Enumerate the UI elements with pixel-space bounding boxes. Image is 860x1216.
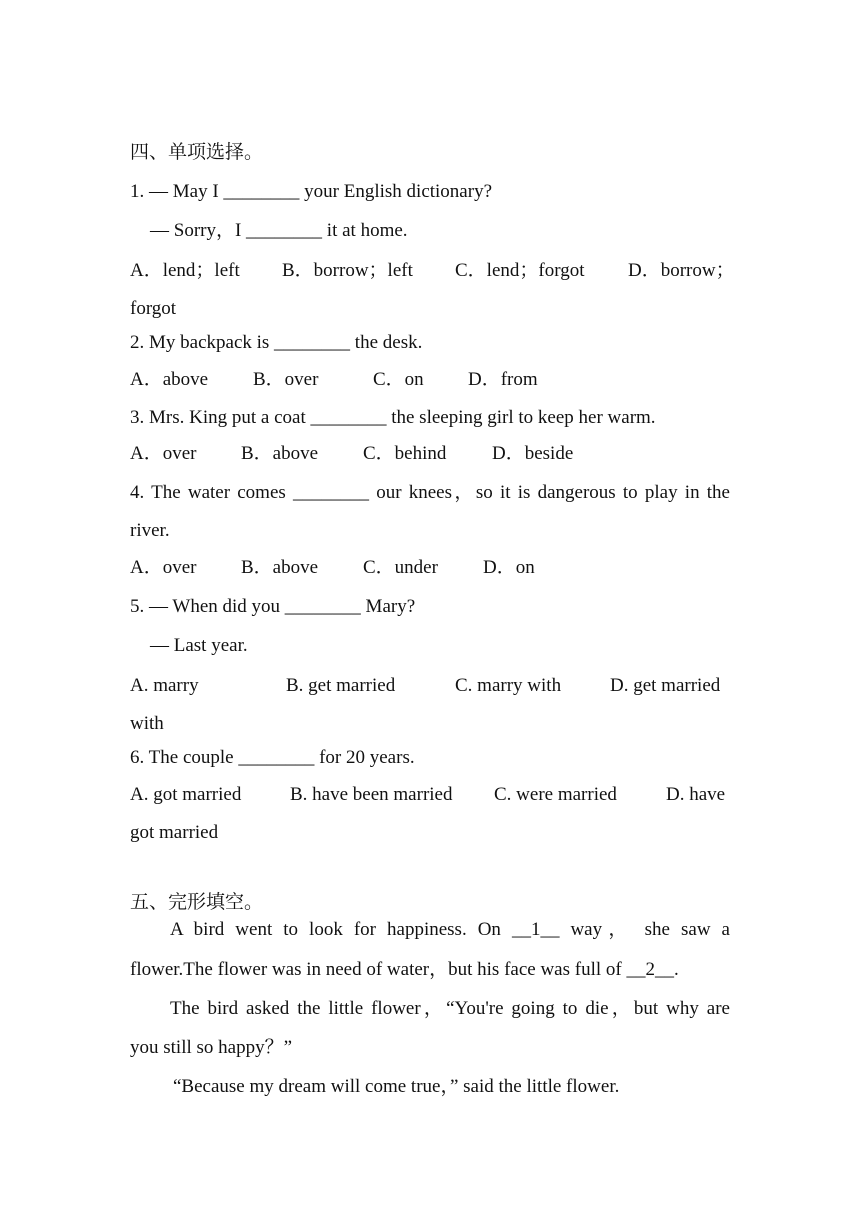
question-1-option-c: C．lend；forgot bbox=[455, 260, 585, 281]
question-5-option-d: D. get married bbox=[610, 675, 721, 696]
question-2-option-c: C．on bbox=[373, 369, 424, 390]
question-6-option-a: A. got married bbox=[130, 784, 242, 805]
question-6-option-d-continued: got married bbox=[130, 822, 219, 843]
cloze-paragraph-1-line-1: A bird went to look for happiness. On __1__ way， she saw a bbox=[170, 919, 730, 940]
section-heading-cloze: 五、完形填空。 bbox=[130, 892, 264, 913]
question-4-stem-line-1: 4. The water comes ________ our knees，so it is dangerous to play in the bbox=[130, 482, 730, 503]
question-5-option-c: C. marry with bbox=[455, 675, 562, 696]
question-2-option-a: A．above bbox=[130, 369, 209, 390]
question-1-option-d: D．borrow； bbox=[628, 260, 735, 281]
question-3-stem: 3. Mrs. King put a coat ________ the sleeping girl to keep her warm. bbox=[130, 407, 656, 428]
question-2-option-d: D．from bbox=[468, 369, 538, 390]
question-1-option-a: A．lend；left bbox=[130, 260, 240, 281]
question-6-option-c: C. were married bbox=[494, 784, 617, 805]
question-1-option-d-continued: forgot bbox=[130, 298, 177, 319]
question-5-line-1: 5. — When did you ________ Mary? bbox=[130, 596, 416, 617]
question-4-option-a: A．over bbox=[130, 557, 197, 578]
cloze-paragraph-2-line-2: you still so happy？” bbox=[130, 1037, 293, 1058]
question-1-line-1: 1. — May I ________ your English dictionary? bbox=[130, 181, 493, 202]
cloze-paragraph-3: “Because my dream will come true，” said the little flower. bbox=[173, 1076, 620, 1097]
question-2-stem: 2. My backpack is ________ the desk. bbox=[130, 332, 423, 353]
question-6-option-d: D. have bbox=[666, 784, 726, 805]
question-3-option-a: A．over bbox=[130, 443, 197, 464]
question-5-option-d-continued: with bbox=[130, 713, 164, 734]
section-heading-single-choice: 四、单项选择。 bbox=[130, 142, 264, 163]
question-3-option-b: B．above bbox=[241, 443, 319, 464]
question-5-line-2: — Last year. bbox=[150, 635, 248, 656]
question-1-line-2: — Sorry，I ________ it at home. bbox=[150, 220, 408, 241]
question-6-stem: 6. The couple ________ for 20 years. bbox=[130, 747, 415, 768]
question-3-option-d: D．beside bbox=[492, 443, 574, 464]
question-2-option-b: B．over bbox=[253, 369, 319, 390]
question-4-option-c: C．under bbox=[363, 557, 438, 578]
question-4-stem-line-2: river. bbox=[130, 520, 170, 541]
question-1-option-b: B．borrow；left bbox=[282, 260, 413, 281]
cloze-paragraph-2-line-1: The bird asked the little flower，“You're going to die，but why are bbox=[170, 998, 730, 1019]
question-6-option-b: B. have been married bbox=[290, 784, 453, 805]
question-3-option-c: C．behind bbox=[363, 443, 447, 464]
cloze-paragraph-1-line-2: flower.The flower was in need of water，but his face was full of __2__. bbox=[130, 959, 679, 980]
question-4-option-b: B．above bbox=[241, 557, 319, 578]
question-4-option-d: D．on bbox=[483, 557, 535, 578]
question-5-option-b: B. get married bbox=[286, 675, 396, 696]
question-5-option-a: A. marry bbox=[130, 675, 199, 696]
